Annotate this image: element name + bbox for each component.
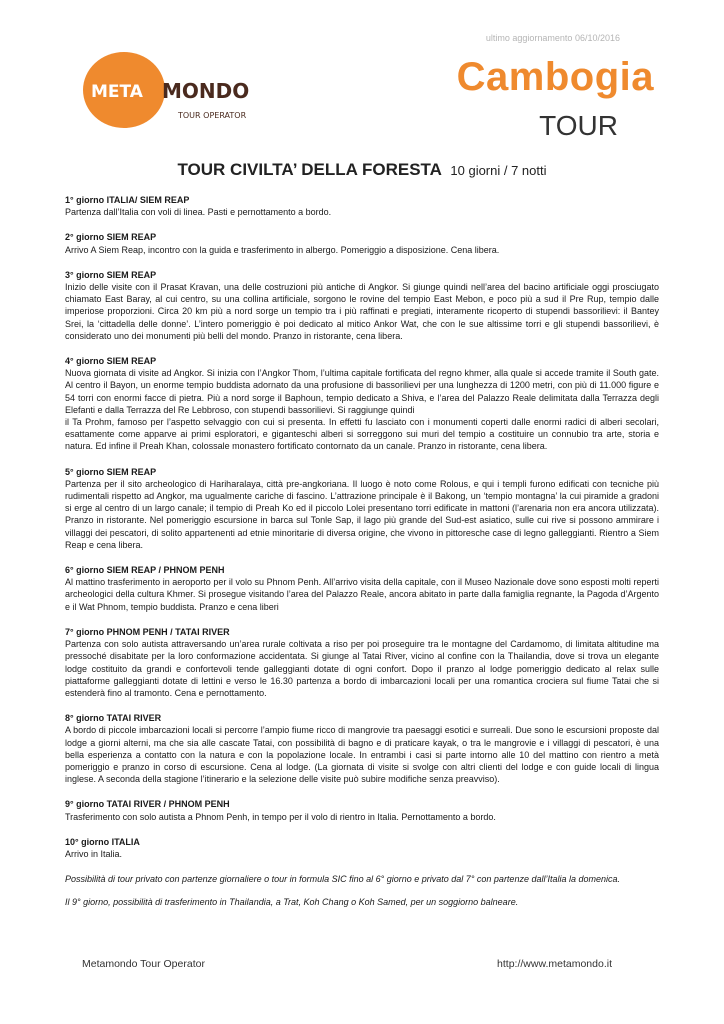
note-private-tour: Possibilità di tour privato con partenze giornaliere o tour in formula SIC fino al 6° giorno e privato dal 7° con partenze dall’Italia la domenica. xyxy=(65,874,621,885)
day-2 xyxy=(65,231,659,255)
day-description: Inizio delle visite con il Prasat Kravan, una delle costruzioni più antiche di Angkor. Si giunge quindi nell’area del bacino artificiale oggi prosciugato chiamato East Baray, al cui centro, su una collina artificiale, sorgono le rovine del tempio East Mebon, e poco più a sud il Pre Rup, tempio dalle imperiose proporzioni. Circa 20 km più a nord sorge un tempio tra i più raffinati e pregiati, interamente ricoperto di stupendi bassorilievi: il Bantey Srei, la ‘cittadella delle donne’. L’intero pomeriggio è poi dedicato al mitico Ankor Wat, che con le sue altissime torri e gli stupendi bassorilievi, è considerato uno dei monumenti più belli del mondo. Pranzo in ristorante, cena libera. xyxy=(65,282,659,341)
footer-website-link[interactable]: http://www.metamondo.it xyxy=(497,958,612,970)
svg-text:TOUR OPERATOR: TOUR OPERATOR xyxy=(178,111,247,120)
day-1 xyxy=(65,194,659,218)
day-4 xyxy=(65,355,659,453)
day-title: 6° giorno SIEM REAP / PHNOM PENH xyxy=(65,565,225,576)
day-description: Arrivo in Italia. xyxy=(65,848,123,859)
day-title: 4° giorno SIEM REAP xyxy=(65,356,157,367)
day-10 xyxy=(65,836,659,860)
day-description: Partenza con solo autista attraversando un’area rurale coltivata a riso per poi proseguire tra le montagne del Cardamomo, di limitata altitudine ma pressoché disabitate per la loro conformazione accidentata. Si giunge al Tatai River, vicino al confine con la Thailandia, dove si trova un elegante lodge costituito da grandi e confortevoli tende galleggianti dotate di ogni confort. Dopo il pranzo al lodge pomeriggio dedicato al relax sulle piattaforme galleggianti dotate di lettini e verso le 16.30 partenza a bordo di imbarcazioni locali per una romantica crociera sul fiume Tatai che si estenderà fino al tramonto. Cena e pernottamento. xyxy=(65,639,659,698)
day-title: 9° giorno TATAI RIVER / PHNOM PENH xyxy=(65,799,230,810)
day-title: 10° giorno ITALIA xyxy=(65,836,140,847)
day-title: 8° giorno TATAI RIVER xyxy=(65,713,162,724)
day-description: Partenza per il sito archeologico di Hariharalaya, città pre-angkoriana. Il luogo è noto come Rolous, e qui i templi furono edificati con tecniche più rudimentali rispetto ad Angkor, ma ugualmente cariche di fascino. L’attrazione principale è il Bakong, un ‘tempio montagna’ la cui piramide a gradoni si erge al centro di un largo canale; il tempio di Preah Ko ed il piccolo Lolei presentano torri edificate in mattoni (l’arenaria non era ancora utilizzata). Pranzo in ristorante. Nel pomeriggio escursione in barca sul Tonle Sap, il lago più grande del Sud-est asiatico, sulle cui rive si possono ammirare i villaggi dei pescatori, di solito appartenenti ad etnie minoritarie di diversa origine, che vivono in pittoresche case di legno galleggianti. Rientro a Siem Reap e cena libera. xyxy=(65,478,659,550)
day-title: 5° giorno SIEM REAP xyxy=(65,466,157,477)
note-thailand-extension: Il 9° giorno, possibilità di trasferimento in Thailandia, a Trat, Koh Chang o Koh Samed, per un soggiorno balneare. xyxy=(65,897,519,908)
day-title: 1° giorno ITALIA/ SIEM REAP xyxy=(65,195,190,205)
svg-text:MONDO: MONDO xyxy=(162,79,250,103)
tour-duration: 10 giorni / 7 notti xyxy=(450,163,547,178)
day-description: Trasferimento con solo autista a Phnom Penh, in tempo per il volo di rientro in Italia. Pernottamento a bordo. xyxy=(65,811,496,822)
metamondo-logo xyxy=(80,50,280,136)
day-9 xyxy=(65,798,659,822)
day-6 xyxy=(65,564,659,613)
svg-text:META: META xyxy=(91,82,143,102)
day-7 xyxy=(65,626,659,699)
day-description: Nuova giornata di visite ad Angkor. Si inizia con l’Angkor Thom, l’ultima capitale fortificata del regno khmer, alla quale si accede tramite il South gate. Al centro il Bayon, un enorme tempio buddista adornato da una profusione di bassorilievi per una lunghezza di 1200 metri, con più di 11.000 figure e 54 torri con enormi facce di pietra. Più a nord sorge il Baphoun, tempio dedicato a Shiva, e l’area del Palazzo Reale delimitata dalla Terrazza degli Elefanti e dalla Terrazza del Re Lebbroso, con stupendi bassorilievi. Si raggiunge quindi il Ta Prohm, famoso per l’aspetto selvaggio con cui si presenta. In effetti fu lasciato con i monumenti coperti dalle enormi radici di alberi secolari, esattamente come apparve ai primi esploratori, e giganteschi alberi si sorreggono sui muri del tempio a costituire un connubio tra arte, storia e natura. Ed infine il Preah Khan, colossale monastero fortificato contornato da un canale. Pranzo in ristorante, cena libera. xyxy=(65,368,659,452)
country-title: Cambogia xyxy=(456,55,654,99)
day-description: Arrivo A Siem Reap, incontro con la guida e trasferimento in albergo. Pomeriggio a disposizione. Cena libera. xyxy=(65,244,500,255)
tour-name: TOUR CIVILTA’ DELLA FORESTA xyxy=(177,160,442,179)
tour-heading xyxy=(0,160,724,180)
day-title: 7° giorno PHNOM PENH / TATAI RIVER xyxy=(65,626,230,637)
update-date: ultimo aggiornamento 06/10/2016 xyxy=(485,33,620,43)
day-description: Partenza dall’Italia con voli di linea. Pasti e pernottamento a bordo. xyxy=(65,207,332,218)
day-3 xyxy=(65,269,659,342)
tour-label: TOUR xyxy=(539,110,618,141)
day-title: 2° giorno SIEM REAP xyxy=(65,232,157,243)
day-title: 3° giorno SIEM REAP xyxy=(65,269,157,280)
day-5 xyxy=(65,466,659,551)
day-description: Al mattino trasferimento in aeroporto per il volo su Phnom Penh. All’arrivo visita della capitale, con il Museo Nazionale dove sono esposti molti reperti archeologici della cultura Khmer. Si prosegue visitando l’area del Palazzo Reale, ancora abitato in parte dalla famiglia regnante, la Pagoda d’Argento e il Wat Phnom, tempio buddista. Pranzo e cena liberi xyxy=(65,577,659,612)
itinerary xyxy=(65,194,659,920)
footer-company: Metamondo Tour Operator xyxy=(82,958,205,970)
day-8 xyxy=(65,712,659,785)
day-description: A bordo di piccole imbarcazioni locali si percorre l’ampio fiume ricco di mangrovie tra paesaggi esotici e surreali. Due sono le escursioni proposte dal lodge a giorni alterni, ma che sia alle cascate Tatai, con possibilità di bagno e di praticare kayak, o tra le mangrovie e i villaggi di pescatori, è una bella esperienza a contatto con la natura e con la popolazione locale. In entrambi i casi si parte intorno alle 10 del mattino con rientro a metà pomeriggio e pranzo in corso di escursione. Cena al lodge. (La giornata di visite si svolge con altri clienti del lodge e con guide locali di lingua inglese. A seconda della stagione l’itinerario e la selezione delle visite può subire modifiche senza preavviso). xyxy=(65,725,659,785)
